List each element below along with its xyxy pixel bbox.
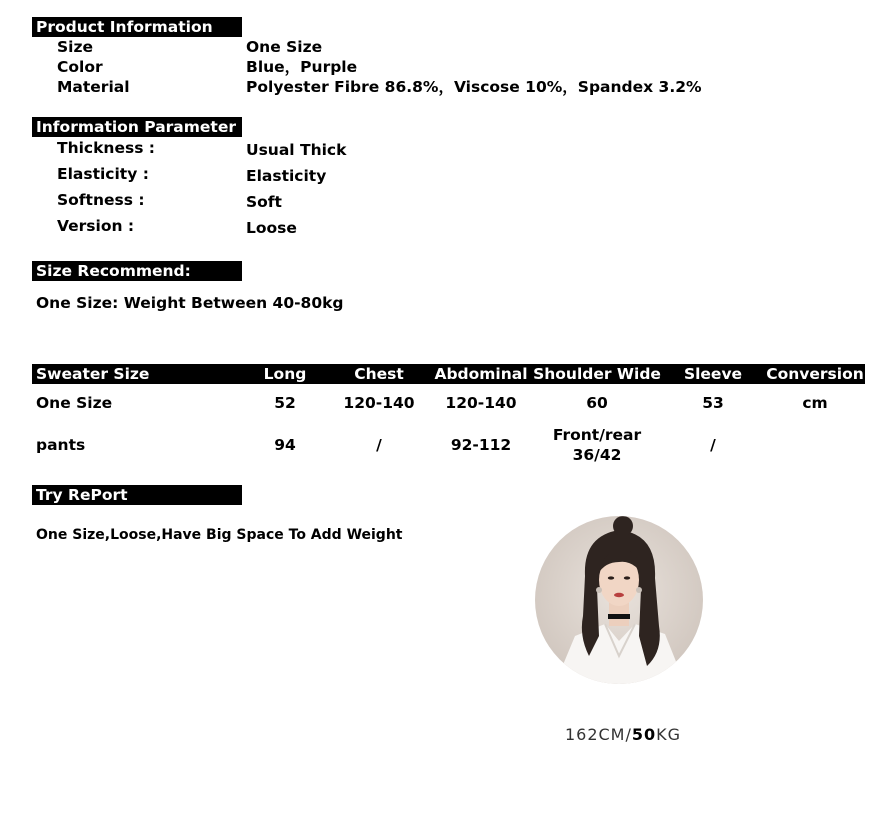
size-value: One Size (246, 38, 323, 56)
cell-long: 52 (274, 394, 296, 412)
size-recommend-text: One Size: Weight Between 40-80kg (36, 294, 344, 312)
model-photo (535, 516, 703, 684)
cell-shoulder: Front/rear (552, 426, 642, 444)
model-height: 162CM/ (564, 725, 632, 744)
cell-size-name: pants (36, 436, 86, 454)
thickness-value: Usual Thick (246, 141, 347, 159)
elasticity-value: Elasticity (246, 167, 327, 185)
cell-sleeve: 53 (702, 394, 724, 412)
cell-conversion: cm (802, 394, 828, 412)
cell-shoulder: 60 (586, 394, 608, 412)
col-header-chest: Chest (354, 365, 404, 383)
col-header-shoulder-wide: Shoulder Wide (533, 365, 661, 383)
try-report-header: Try RePort (32, 485, 242, 505)
try-report-text: One Size,Loose,Have Big Space To Add Weight (36, 527, 403, 543)
cell-abdominal: 120-140 (445, 394, 517, 412)
version-label: Version : (57, 217, 135, 235)
softness-label: Softness : (57, 191, 145, 209)
thickness-label: Thickness : (57, 139, 156, 157)
softness-value: Soft (246, 193, 282, 211)
size-recommend-header: Size Recommend: (32, 261, 242, 281)
material-value: Polyester Fibre 86.8%，Viscose 10%，Spandex 3.2% (246, 78, 702, 96)
cell-shoulder-line2: 36/42 (572, 446, 622, 464)
cell-size-name: One Size (36, 394, 113, 412)
size-label: Size (57, 38, 94, 56)
col-header-long: Long (263, 365, 307, 383)
model-weight-unit: KG (656, 725, 682, 744)
col-header-conversion: Conversion (766, 365, 864, 383)
col-header-abdominal: Abdominal (434, 365, 528, 383)
cell-chest: 120-140 (343, 394, 415, 412)
version-value: Loose (246, 219, 297, 237)
cell-long: 94 (274, 436, 296, 454)
model-measurements (565, 725, 681, 744)
col-header-sleeve: Sleeve (683, 365, 743, 383)
color-label: Color (57, 58, 103, 76)
info-param-header: Information Parameter (32, 117, 242, 137)
cell-abdominal: 92-112 (450, 436, 512, 454)
material-label: Material (57, 78, 130, 96)
elasticity-label: Elasticity : (57, 165, 149, 183)
color-value: Blue，Purple (246, 58, 358, 76)
col-header-sweater-size: Sweater Size (36, 365, 150, 383)
cell-chest: / (376, 436, 382, 454)
model-weight: 50 (631, 725, 657, 744)
product-info-header: Product Information (32, 17, 242, 37)
cell-sleeve: / (710, 436, 716, 454)
